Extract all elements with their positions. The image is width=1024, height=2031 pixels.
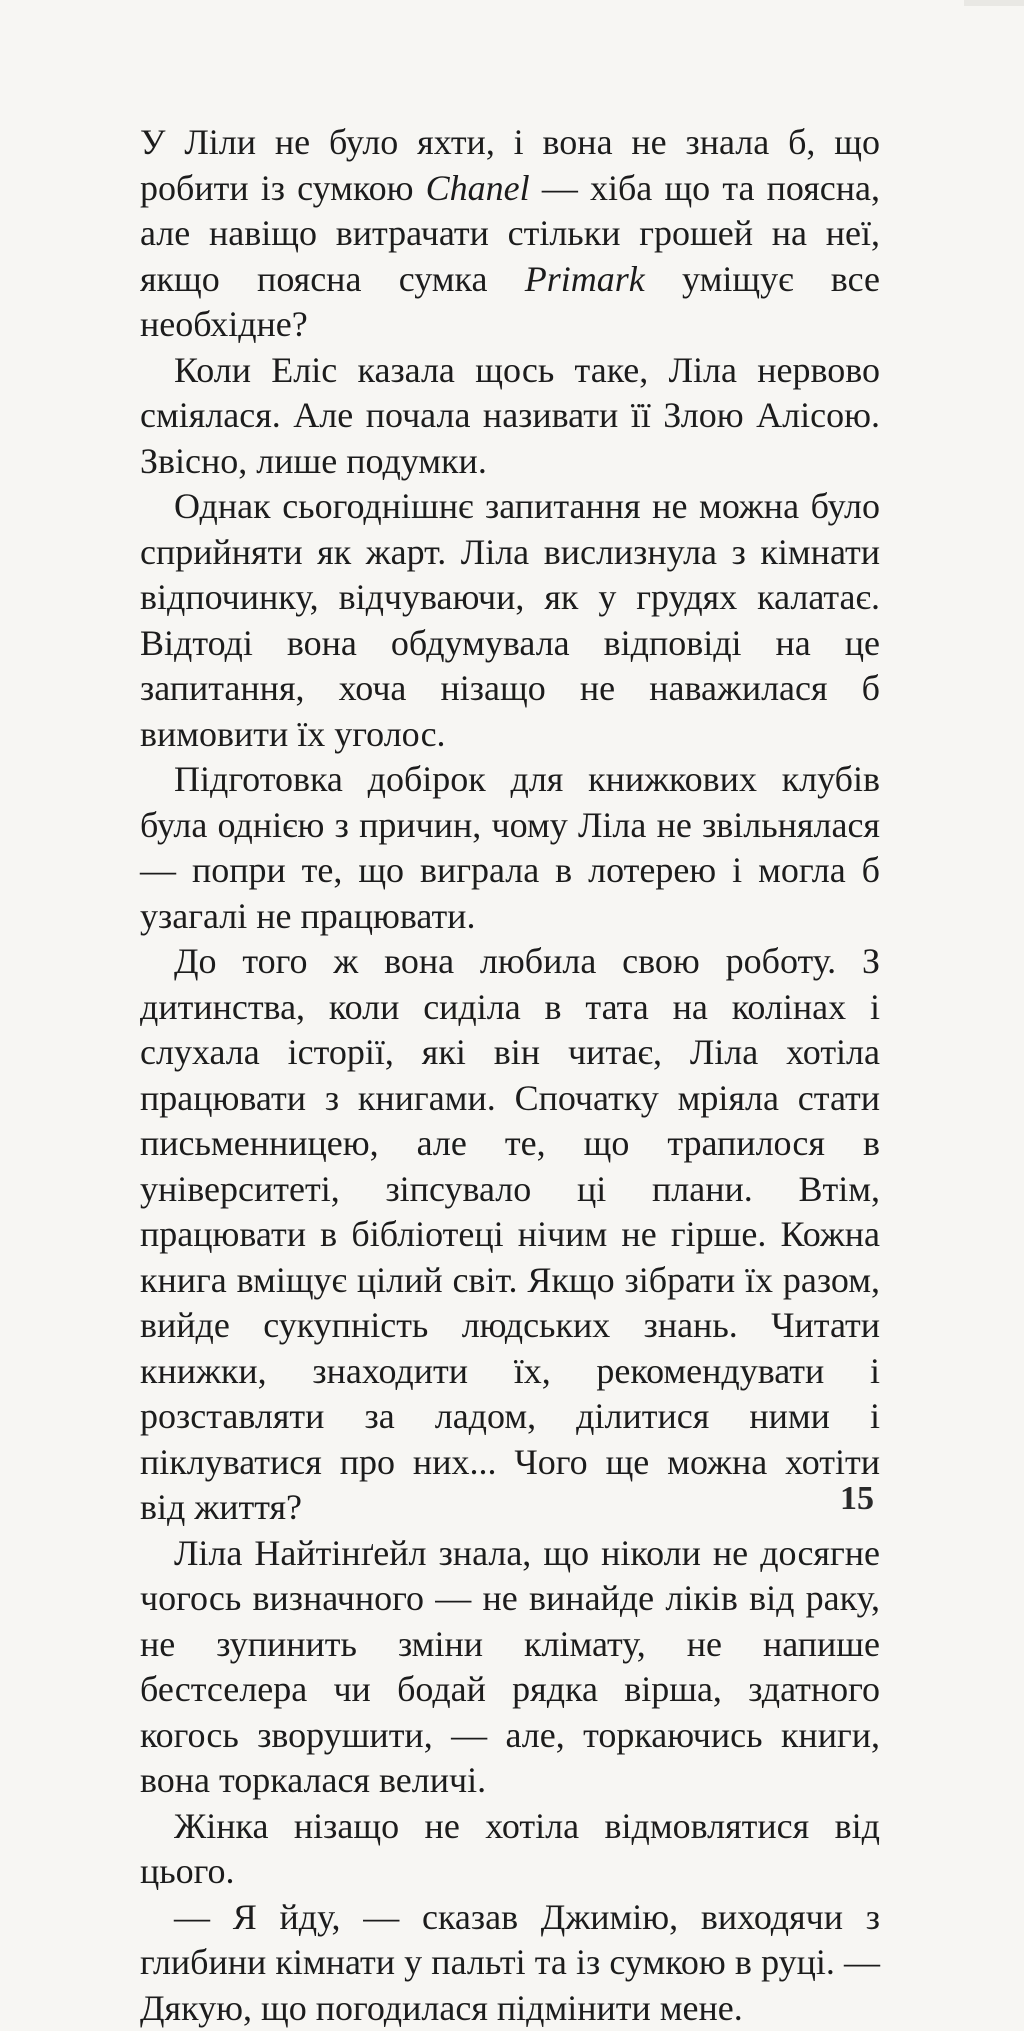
paragraph-4: Підготовка добірок для книжкових клубів була однією з причин, чому Ліла не звільнялася — попри те, що виграла в лотерею і могла б узагалі не працювати.: [140, 757, 880, 939]
paragraph-3: Однак сьогоднішнє запитання не можна було сприйняти як жарт. Ліла вислизнула з кімнати відпочинку, відчуваючи, як у грудях калатає. Відтоді вона обдумувала відповіді на це запитання, хоча нізащо не наважилася б вимовити їх уголос.: [140, 484, 880, 757]
paragraph-5: До того ж вона любила свою роботу. З дитинства, коли сиділа в тата на колінах і слухала історії, які він читає, Ліла хотіла працювати з книгами. Спочатку мріяла стати письменницею, але те, що трапилося в університеті, зіпсувало ці плани. Втім, працювати в бібліотеці нічим не гірше. Кожна книга вміщує цілий світ. Якщо зібрати їх разом, вийде сукупність людських знань. Читати книжки, знаходити їх, рекомендувати і розставляти за ладом, ділитися ними і піклуватися про них... Чого ще можна хотіти від життя?: [140, 939, 880, 1531]
page-body: [140, 120, 880, 2031]
paragraph-6: Ліла Найтінґейл знала, що ніколи не досягне чогось визначного — не винайде ліків від раку, не зупинить зміни клімату, не напише бестселера чи бодай рядка вірша, здатного когось зворушити, — але, торкаючись книги, вона торкалася величі.: [140, 1531, 880, 1804]
brand-chanel: Chanel: [426, 168, 530, 208]
paragraph-1-text-a: У Ліли не було яхти, і вона не знала б, що робити із сумкою: [140, 122, 880, 208]
paragraph-7: Жінка нізащо не хотіла відмовлятися від цього.: [140, 1804, 880, 1895]
page-number: 15: [840, 1480, 874, 1518]
paragraph-2: Коли Еліс казала щось таке, Ліла нервово сміялася. Але почала називати її Злою Алісою. Звісно, лише подумки.: [140, 348, 880, 485]
paragraph-1-text-b: — хіба що та поясна, але навіщо витрачати стільки грошей на неї, якщо поясна сумка: [140, 168, 880, 299]
brand-primark: Primark: [525, 259, 645, 299]
paragraph-8: — Я йду, — сказав Джимію, виходячи з глибини кімнати у пальті та із сумкою в руці. — Дякую, що погодилася підмінити мене.: [140, 1895, 880, 2031]
paragraph-1-text-c: уміщує все необхідне?: [140, 259, 880, 345]
scan-edge-mark: [964, 0, 1024, 6]
paragraph-1: [140, 120, 880, 348]
